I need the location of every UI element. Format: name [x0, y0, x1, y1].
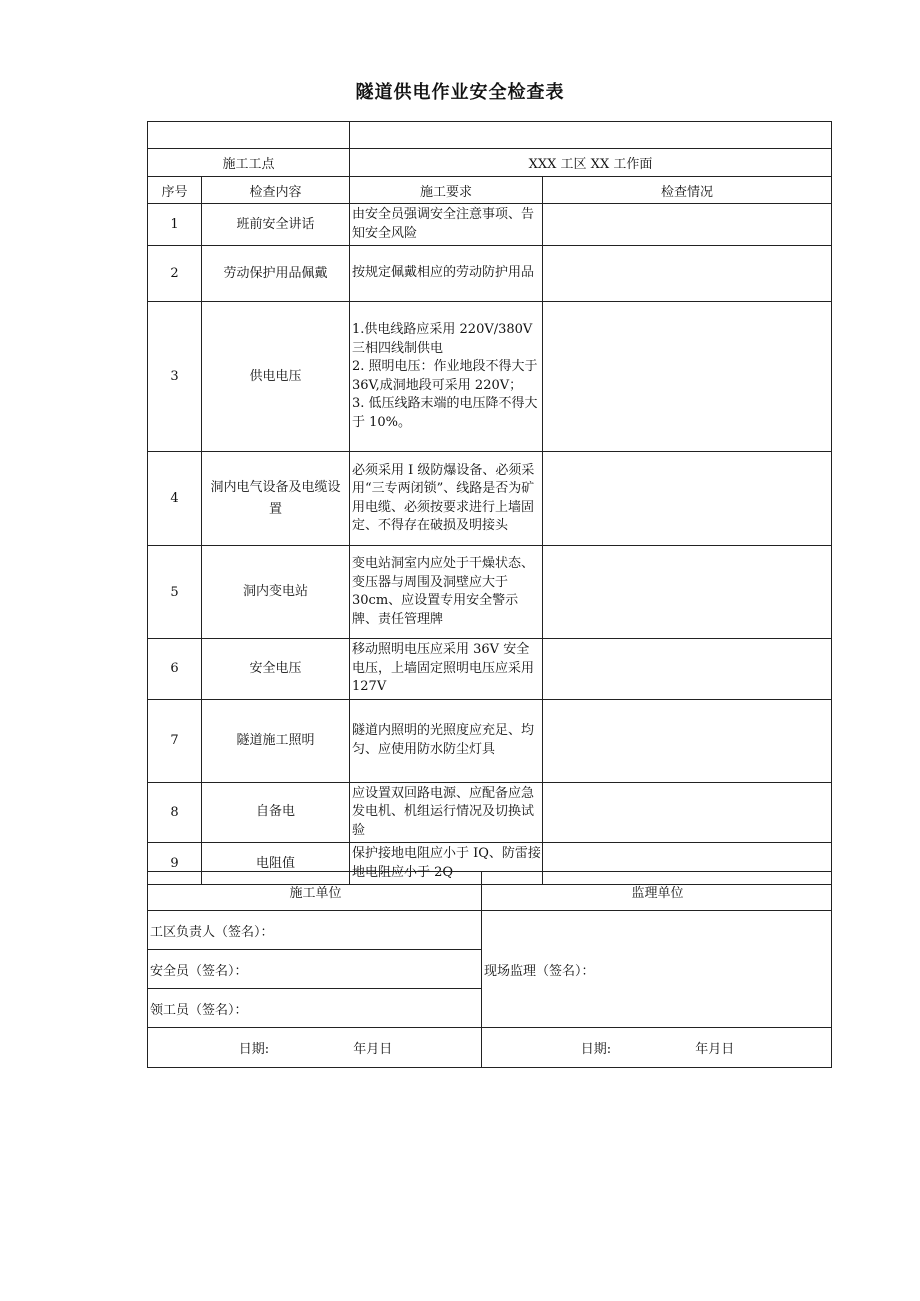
table-row	[148, 639, 832, 700]
date-suffix: 年月日	[353, 1042, 393, 1057]
row-item: 班前安全讲话	[202, 204, 350, 246]
signature-header-row	[148, 872, 832, 911]
safety-officer-signature[interactable]: 安全员（签名）：	[148, 950, 482, 989]
row-requirement: 1.供电线路应采用 220V/380V三相四线制供电 2. 照明电压：作业地段不得大于 36V,成洞地段可采用 220V； 3. 低压线路末端的电压降不得大于 10%。	[350, 302, 543, 452]
row-no: 6	[148, 639, 202, 700]
supervision-date[interactable]	[482, 1028, 832, 1068]
location-label: 施工工点	[148, 149, 350, 177]
row-result[interactable]	[543, 546, 832, 639]
row-no: 3	[148, 302, 202, 452]
row-item: 隧道施工照明	[202, 699, 350, 782]
row-item: 安全电压	[202, 639, 350, 700]
blank-cell-left[interactable]	[148, 122, 350, 149]
row-result[interactable]	[543, 639, 832, 700]
row-result[interactable]	[543, 302, 832, 452]
supervision-unit-label: 监理单位	[482, 872, 832, 911]
row-requirement: 保护接地电阻应小于 IQ、防雷接地电阻应小于 2Q	[350, 843, 543, 885]
row-requirement: 隧道内照明的光照度应充足、均匀、应使用防水防尘灯具	[350, 699, 543, 782]
date-suffix: 年月日	[695, 1042, 735, 1057]
row-no: 9	[148, 843, 202, 885]
table-row	[148, 782, 832, 843]
signature-table	[147, 871, 832, 1068]
header-result: 检查情况	[543, 177, 832, 204]
table-row	[148, 699, 832, 782]
date-label: 日期:	[580, 1042, 612, 1057]
row-requirement: 由安全员强调安全注意事项、告知安全风险	[350, 204, 543, 246]
row-item: 自备电	[202, 782, 350, 843]
row-no: 8	[148, 782, 202, 843]
row-requirement: 变电站洞室内应处于干燥状态、变压器与周围及洞壁应大于 30cm、应设置专用安全警示牌、责任管理牌	[350, 546, 543, 639]
area-leader-signature[interactable]: 工区负责人（签名）：	[148, 911, 482, 950]
row-no: 2	[148, 246, 202, 302]
row-item: 供电电压	[202, 302, 350, 452]
row-requirement: 移动照明电压应采用 36V 安全电压，上墙固定照明电压应采用 127V	[350, 639, 543, 700]
table-row	[148, 246, 832, 302]
header-no: 序号	[148, 177, 202, 204]
page-title: 隧道供电作业安全检查表	[355, 82, 565, 103]
table-row	[148, 204, 832, 246]
row-result[interactable]	[543, 246, 832, 302]
row-item: 洞内电气设备及电缆设置	[202, 452, 350, 546]
blank-cell-right[interactable]	[350, 122, 832, 149]
row-result[interactable]	[543, 452, 832, 546]
date-row	[148, 1028, 832, 1068]
header-item: 检查内容	[202, 177, 350, 204]
construction-date[interactable]	[148, 1028, 482, 1068]
table-row	[148, 302, 832, 452]
row-no: 5	[148, 546, 202, 639]
row-item: 电阻值	[202, 843, 350, 885]
row-result[interactable]	[543, 782, 832, 843]
signature-row	[148, 911, 832, 950]
row-no: 1	[148, 204, 202, 246]
table-row	[148, 452, 832, 546]
site-supervisor-signature[interactable]: 现场监理（签名）：	[482, 911, 832, 1028]
column-header-row	[148, 177, 832, 204]
row-no: 4	[148, 452, 202, 546]
row-requirement: 应设置双回路电源、应配备应急发电机、机组运行情况及切换试验	[350, 782, 543, 843]
inspection-table	[147, 121, 832, 885]
row-no: 7	[148, 699, 202, 782]
header-requirement: 施工要求	[350, 177, 543, 204]
row-requirement: 按规定佩戴相应的劳动防护用品	[350, 246, 543, 302]
location-value[interactable]: XXX 工区 XX 工作面	[350, 149, 832, 177]
row-result[interactable]	[543, 204, 832, 246]
row-item: 劳动保护用品佩戴	[202, 246, 350, 302]
table-row	[148, 546, 832, 639]
date-label: 日期:	[238, 1042, 270, 1057]
location-row	[148, 149, 832, 177]
foreman-signature[interactable]: 领工员（签名）：	[148, 989, 482, 1028]
construction-unit-label: 施工单位	[148, 872, 482, 911]
row-requirement: 必须采用 I 级防爆设备、必须采用“三专两闭锁”、线路是否为矿用电缆、必须按要求进行上墙固定、不得存在破损及明接头	[350, 452, 543, 546]
row-item: 洞内变电站	[202, 546, 350, 639]
blank-header-row	[148, 122, 832, 149]
row-result[interactable]	[543, 699, 832, 782]
